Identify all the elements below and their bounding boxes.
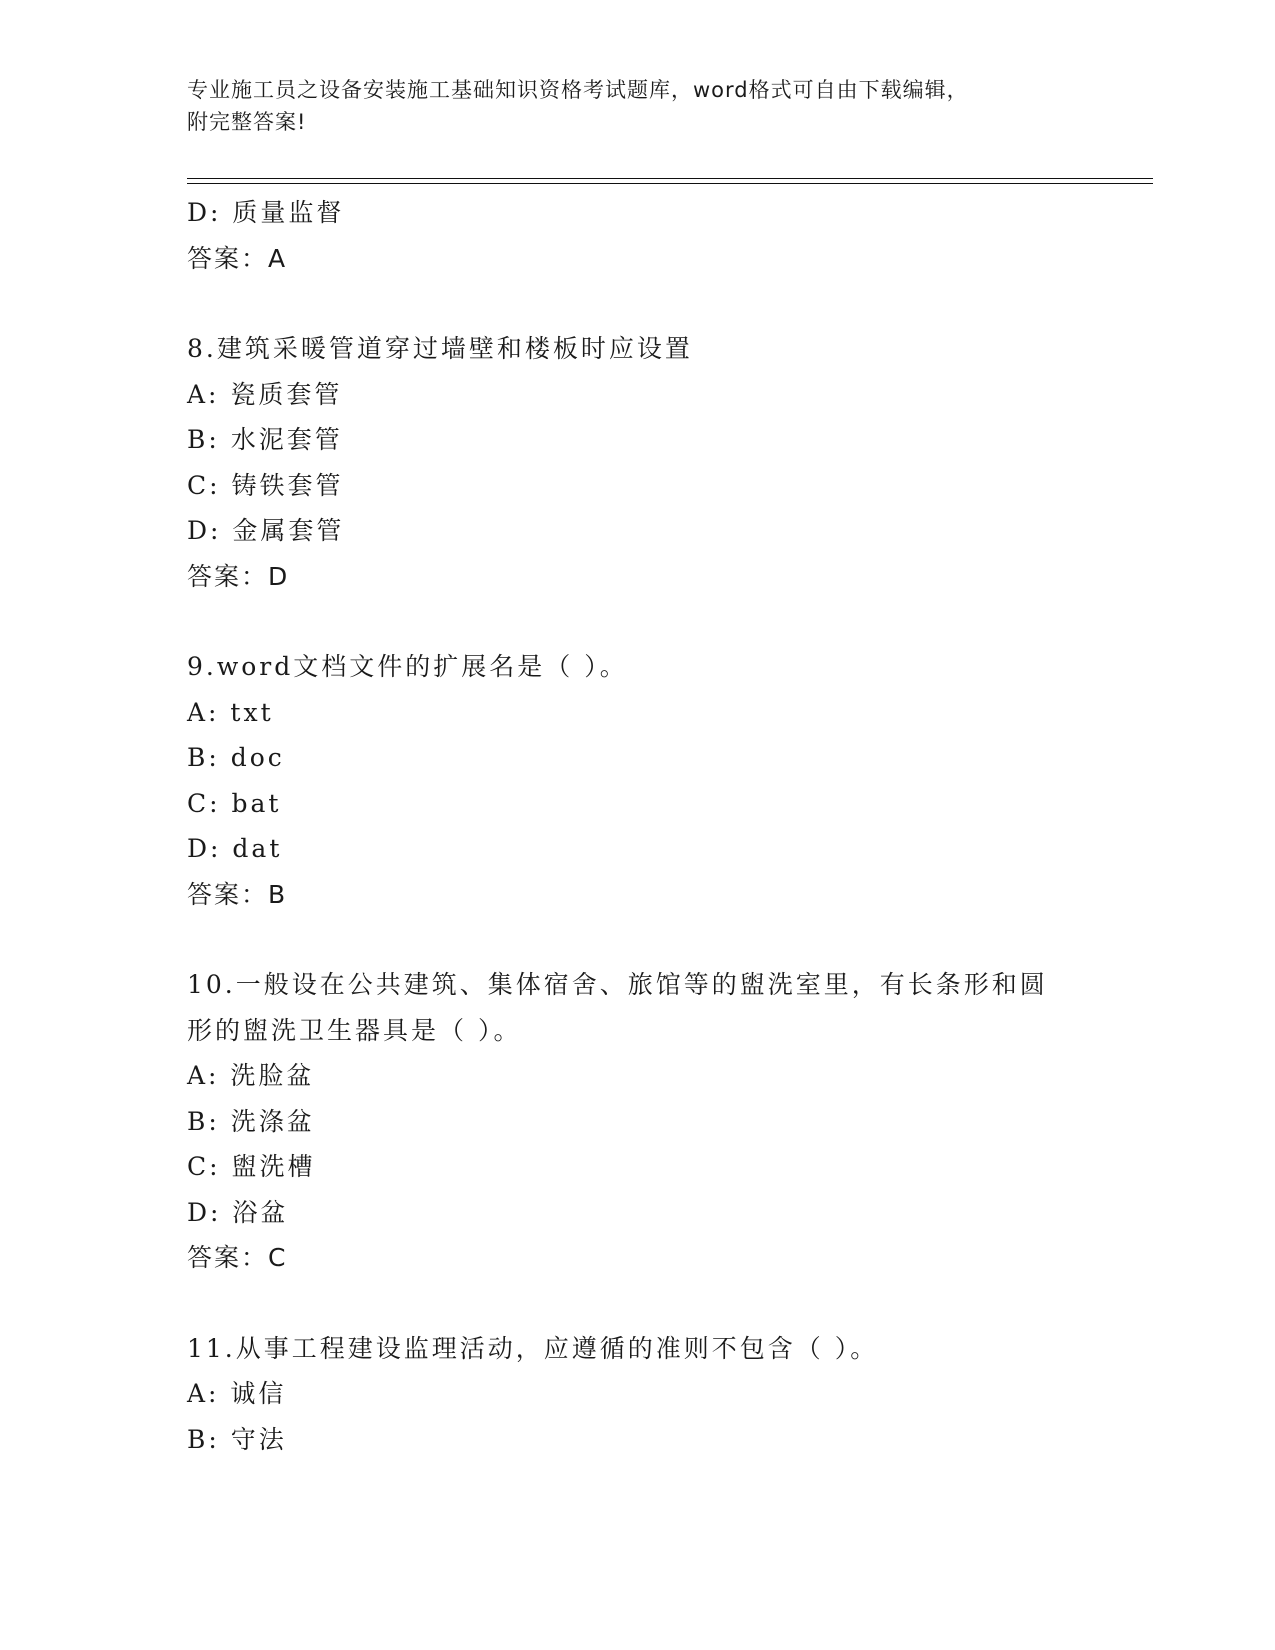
option-c: C: bat — [187, 788, 282, 818]
option-a: A: 瓷质套管 — [187, 379, 343, 409]
answer: 答案：D — [187, 561, 290, 591]
question-text: 8.建筑采暖管道穿过墙壁和楼板时应设置 — [187, 334, 693, 363]
question-text-line-2: 形的盥洗卫生器具是（ ）。 — [187, 1015, 522, 1045]
answer: 答案：C — [187, 1243, 288, 1272]
document-header — [187, 74, 1067, 138]
question-11 — [187, 1326, 1087, 1463]
question-7-tail — [187, 190, 1087, 281]
question-10 — [187, 962, 1087, 1281]
header-line-1: 专业施工员之设备安装施工基础知识资格考试题库，word格式可自由下载编辑， — [187, 78, 969, 102]
header-rule-top — [187, 178, 1153, 179]
question-text: 9.word文档文件的扩展名是（ ）。 — [187, 652, 628, 681]
option-a: A: 洗脸盆 — [187, 1061, 315, 1090]
option-d: D: 浴盆 — [187, 1197, 289, 1227]
option-c: C: 铸铁套管 — [187, 470, 344, 500]
option-a: A: 诚信 — [187, 1379, 287, 1408]
option-a: A: txt — [187, 697, 274, 727]
option-d: D: dat — [187, 834, 283, 863]
option-d: D: 质量监督 — [187, 198, 345, 227]
option-d: D: 金属套管 — [187, 516, 345, 545]
option-b: B: 洗涤盆 — [187, 1106, 315, 1136]
question-list — [187, 190, 1087, 1462]
header-rule-bottom — [187, 183, 1153, 184]
answer: 答案：B — [187, 879, 288, 909]
question-text-line-1: 10.一般设在公共建筑、集体宿舍、旅馆等的盥洗室里，有长条形和圆 — [187, 970, 1048, 999]
question-9 — [187, 644, 1087, 917]
option-b: B: doc — [187, 743, 285, 772]
question-text: 11.从事工程建设监理活动，应遵循的准则不包含（ ）。 — [187, 1333, 879, 1363]
option-c: C: 盥洗槽 — [187, 1152, 316, 1181]
option-b: B: 水泥套管 — [187, 425, 343, 454]
header-line-2: 附完整答案! — [187, 110, 307, 134]
question-8 — [187, 326, 1087, 599]
answer: 答案：A — [187, 243, 288, 273]
option-b: B: 守法 — [187, 1424, 287, 1454]
